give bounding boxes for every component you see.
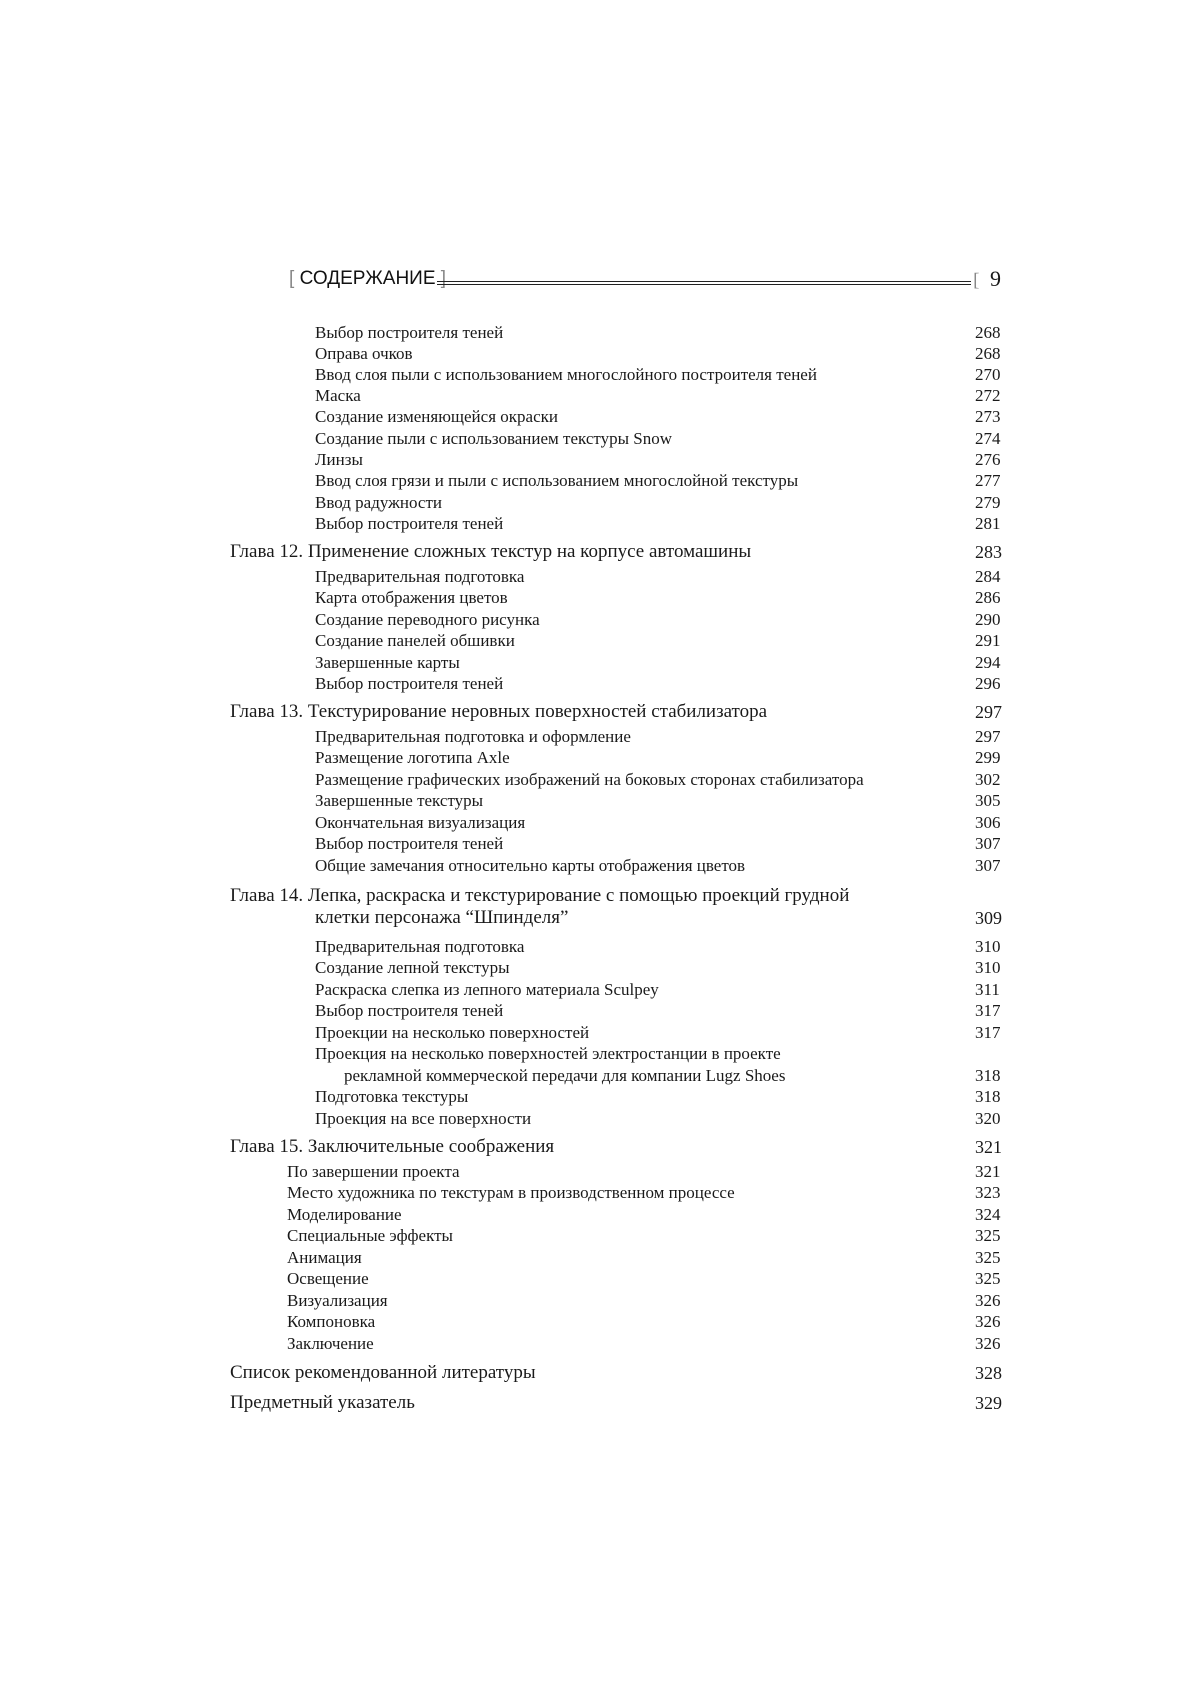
toc-page-number: 297 <box>975 702 1002 722</box>
toc-section-title: Завершенные текстуры <box>315 791 484 810</box>
toc-page-number: 294 <box>975 653 1001 672</box>
toc-page-number: 277 <box>975 471 1001 490</box>
toc-page-number: 310 <box>975 937 1001 956</box>
toc-page-number: 290 <box>975 610 1001 629</box>
toc-section-title: Окончательная визуализация <box>315 813 526 832</box>
toc-page-number: 272 <box>975 386 1001 405</box>
toc-backmatter-title: Предметный указатель <box>230 1392 415 1413</box>
page-number-bracket: [ <box>973 270 980 291</box>
toc-section-title: Подготовка текстуры <box>315 1087 469 1106</box>
toc-section-title: Освещение <box>287 1269 369 1288</box>
toc-page-number: 325 <box>975 1269 1001 1288</box>
running-header-title <box>289 264 446 294</box>
toc-page-number: 268 <box>975 344 1001 363</box>
toc-section-title: По завершении проекта <box>287 1162 460 1181</box>
toc-section-title: Выбор построителя теней <box>315 514 504 533</box>
toc-section-title: Маска <box>315 386 361 405</box>
toc-section-title: Общие замечания относительно карты отображения цветов <box>315 856 746 875</box>
toc-page-number: 321 <box>975 1137 1002 1157</box>
toc-section-title: Проекция на несколько поверхностей электростанции в проекте <box>315 1044 781 1063</box>
toc-chapter-title-line1: Глава 14. Лепка, раскраска и текстурирование с помощью проекций грудной <box>230 885 850 906</box>
toc-section-title: Размещение графических изображений на боковых сторонах стабилизатора <box>315 770 864 789</box>
toc-page-number: 325 <box>975 1248 1001 1267</box>
toc-page-number: 279 <box>975 493 1001 512</box>
toc-page-number: 291 <box>975 631 1001 650</box>
toc-page-number: 274 <box>975 429 1001 448</box>
toc-page-number: 296 <box>975 674 1001 693</box>
toc-page-number: 325 <box>975 1226 1001 1245</box>
toc-page-number: 317 <box>975 1001 1001 1020</box>
toc-section-title: Выбор построителя теней <box>315 323 504 342</box>
toc-page-number: 329 <box>975 1393 1002 1413</box>
toc-section-title: Предварительная подготовка <box>315 937 525 956</box>
toc-section-title: Моделирование <box>287 1205 402 1224</box>
toc-section-title: Создание пыли с использованием текстуры Snow <box>315 429 673 448</box>
toc-backmatter-title: Список рекомендованной литературы <box>230 1362 536 1383</box>
toc-chapter-title-line2: клетки персонажа “Шпинделя” <box>315 907 569 928</box>
toc-section-title: рекламной коммерческой передачи для компании Lugz Shoes <box>344 1066 786 1085</box>
toc-section-title: Проекции на несколько поверхностей <box>315 1023 590 1042</box>
toc-page-number: 284 <box>975 567 1001 586</box>
toc-page-number: 283 <box>975 542 1002 562</box>
toc-section-title: Специальные эффекты <box>287 1226 453 1245</box>
toc-page-number: 307 <box>975 856 1001 875</box>
toc-chapter-title: Глава 13. Текстурирование неровных поверхностей стабилизатора <box>230 701 768 722</box>
toc-page-number: 305 <box>975 791 1001 810</box>
toc-page-number: 299 <box>975 748 1001 767</box>
toc-page-number: 326 <box>975 1291 1001 1310</box>
toc-page-number: 311 <box>975 980 1000 999</box>
toc-page-number: 306 <box>975 813 1001 832</box>
toc-section-title: Место художника по текстурам в производственном процессе <box>287 1183 735 1202</box>
toc-page-number: 307 <box>975 834 1001 853</box>
toc-section-title: Визуализация <box>287 1291 388 1310</box>
toc-section-title: Создание переводного рисунка <box>315 610 540 629</box>
toc-page-number: 326 <box>975 1312 1001 1331</box>
toc-page-number: 273 <box>975 407 1001 426</box>
toc-page-number: 317 <box>975 1023 1001 1042</box>
toc-section-title: Ввод радужности <box>315 493 442 512</box>
toc-page-number: 328 <box>975 1363 1002 1383</box>
toc-page-number: 286 <box>975 588 1001 607</box>
toc-section-title: Проекция на все поверхности <box>315 1109 532 1128</box>
toc-section-title: Выбор построителя теней <box>315 834 504 853</box>
toc-page-number: 276 <box>975 450 1001 469</box>
toc-section-title: Раскраска слепка из лепного материала Sculpey <box>315 980 659 999</box>
header-rule <box>437 281 971 285</box>
toc-section-title: Ввод слоя пыли с использованием многослойного построителя теней <box>315 365 817 384</box>
toc-page-number: 310 <box>975 958 1001 977</box>
toc-section-title: Карта отображения цветов <box>315 588 508 607</box>
toc-page-number: 309 <box>975 908 1002 928</box>
toc-page-number: 268 <box>975 323 1001 342</box>
right-bracket: ] <box>440 268 447 289</box>
toc-chapter-title: Глава 12. Применение сложных текстур на корпусе автомашины <box>230 541 752 562</box>
toc-section-title: Выбор построителя теней <box>315 1001 504 1020</box>
toc-page-number: 323 <box>975 1183 1001 1202</box>
toc-section-title: Создание изменяющейся окраски <box>315 407 558 426</box>
toc-page-number: 320 <box>975 1109 1001 1128</box>
toc-section-title: Предварительная подготовка <box>315 567 525 586</box>
running-header <box>289 264 1001 294</box>
toc-section-title: Завершенные карты <box>315 653 460 672</box>
toc-section-title: Оправа очков <box>315 344 413 363</box>
toc-section-title: Заключение <box>287 1334 374 1353</box>
toc-page-number: 270 <box>975 365 1001 384</box>
toc-section-title: Анимация <box>287 1248 362 1267</box>
toc-page-number: 281 <box>975 514 1001 533</box>
toc-section-title: Выбор построителя теней <box>315 674 504 693</box>
toc-section-title: Компоновка <box>287 1312 376 1331</box>
toc-section-title: Предварительная подготовка и оформление <box>315 727 631 746</box>
toc-chapter-title: Глава 15. Заключительные соображения <box>230 1136 555 1157</box>
toc-section-title: Создание лепной текстуры <box>315 958 510 977</box>
toc-page-number: 302 <box>975 770 1001 789</box>
toc-page-number: 318 <box>975 1087 1001 1106</box>
toc-page-number: 326 <box>975 1334 1001 1353</box>
left-bracket: [ <box>289 268 295 289</box>
page-number-value: 9 <box>990 266 1001 291</box>
toc-page-number: 321 <box>975 1162 1001 1181</box>
header-title-text: СОДЕРЖАНИЕ <box>299 268 436 289</box>
toc-section-title: Ввод слоя грязи и пыли с использованием многослойной текстуры <box>315 471 799 490</box>
page-number <box>973 264 1001 296</box>
toc-page-number: 318 <box>975 1066 1001 1085</box>
toc-page-number: 324 <box>975 1205 1001 1224</box>
toc-section-title: Создание панелей обшивки <box>315 631 515 650</box>
toc-section-title: Размещение логотипа Axle <box>315 748 510 767</box>
toc-page-number: 297 <box>975 727 1001 746</box>
toc-section-title: Линзы <box>315 450 363 469</box>
